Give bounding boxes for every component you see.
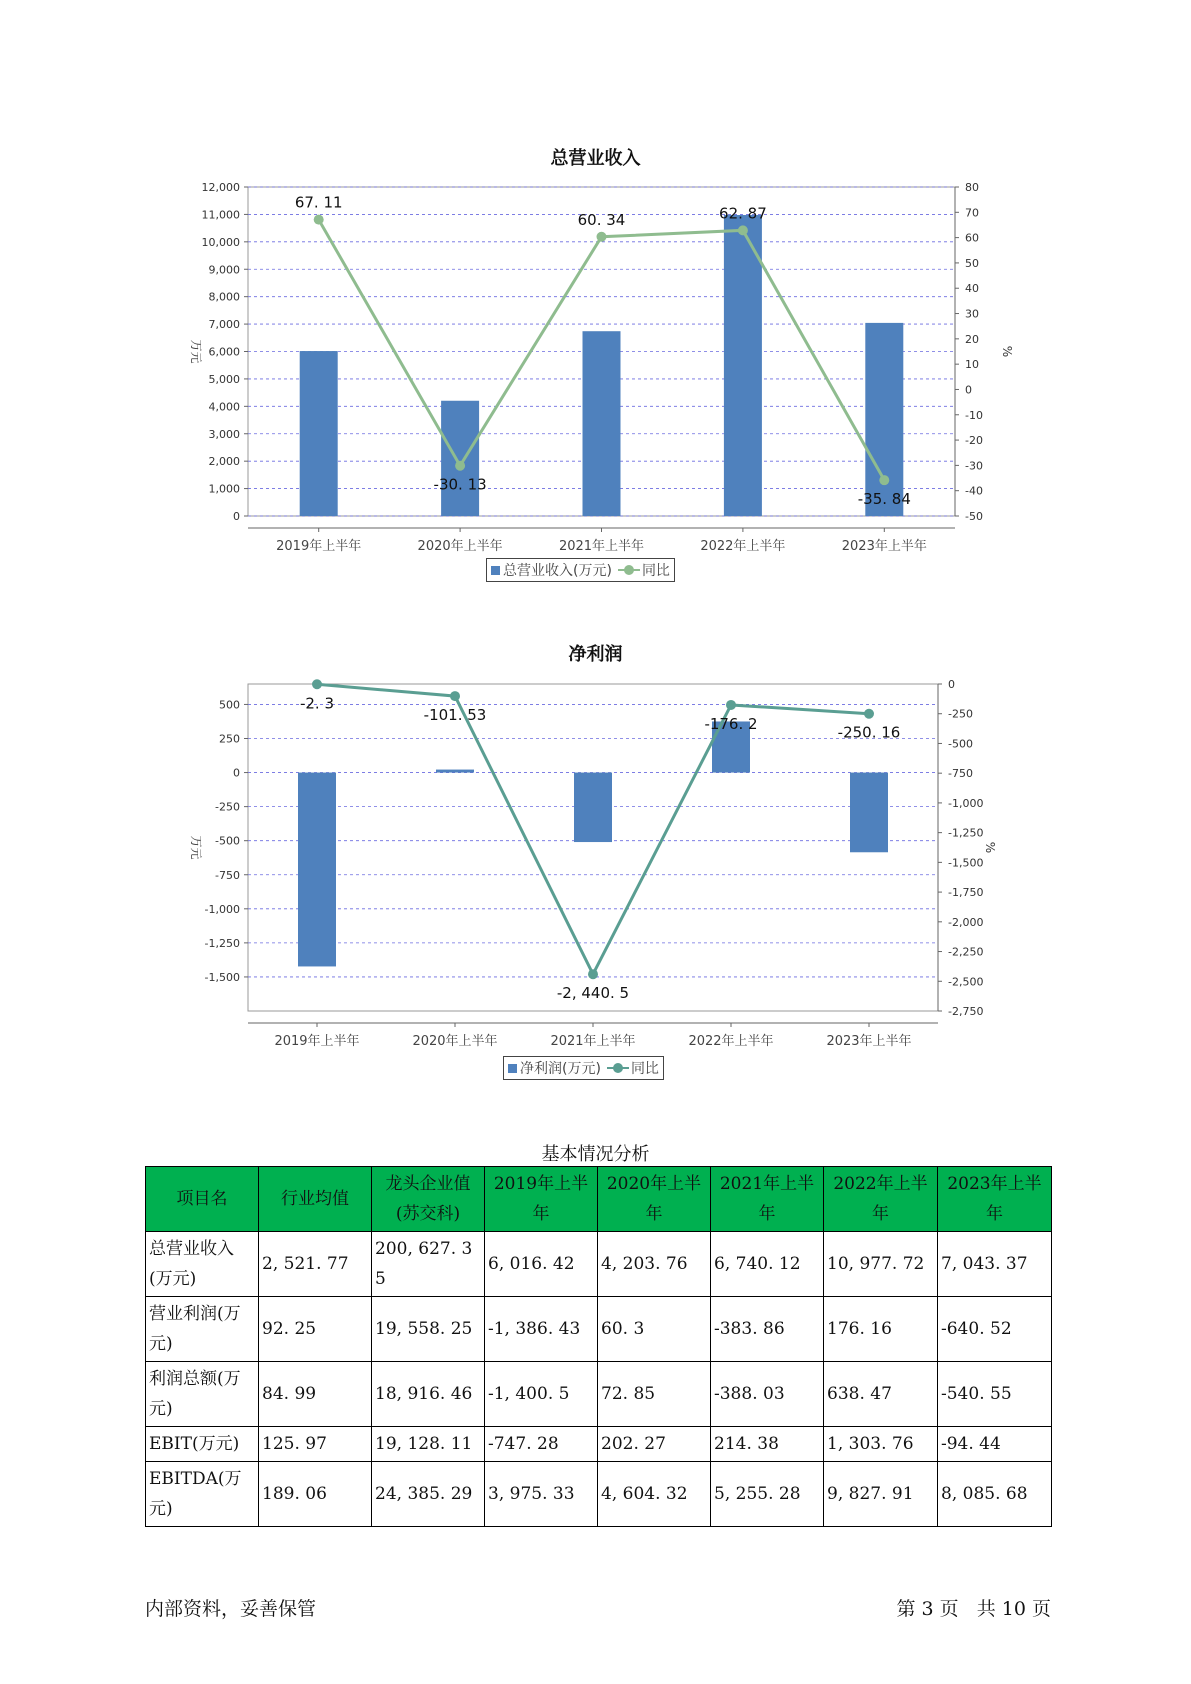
y2-tick-label: -2,750 xyxy=(948,1005,984,1018)
legend-bar-label: 总营业收入(万元) xyxy=(503,563,612,579)
value-cell: -388. 03 xyxy=(711,1362,824,1427)
y-tick-label: 8,000 xyxy=(208,290,240,304)
header-cell: 2020年上半年 xyxy=(598,1167,711,1232)
header-cell: 2021年上半年 xyxy=(711,1167,824,1232)
y2-tick-label: -40 xyxy=(965,484,983,498)
footer-confidential: 内部资料，妥善保管 xyxy=(145,1598,317,1620)
legend-bar-swatch xyxy=(508,1064,517,1073)
value-cell: -540. 55 xyxy=(938,1362,1052,1427)
header-cell: 龙头企业值(苏交科) xyxy=(372,1167,485,1232)
yoy-point xyxy=(314,215,324,225)
y2-tick-label: -10 xyxy=(965,408,983,422)
y2-tick-label: -50 xyxy=(965,510,983,523)
yoy-point xyxy=(312,679,322,689)
y2-tick-label: 20 xyxy=(965,332,979,346)
bar xyxy=(583,331,621,516)
net-profit-legend xyxy=(503,1056,664,1080)
y2-tick-label: -30 xyxy=(965,459,983,473)
x-tick-label: 2021年上半年 xyxy=(550,1034,636,1049)
yoy-data-label: -2. 3 xyxy=(299,694,335,713)
y-tick-label: 9,000 xyxy=(208,263,240,277)
yoy-data-label: 62. 87 xyxy=(719,204,767,223)
bar xyxy=(865,323,903,516)
bar xyxy=(850,773,888,853)
y2-tick-label: -1,000 xyxy=(948,796,984,810)
header-cell: 项目名 xyxy=(146,1167,259,1232)
yoy-data-label: -2, 440. 5 xyxy=(556,984,630,1003)
y2-tick-label: -500 xyxy=(948,737,973,751)
value-cell: 18, 916. 46 xyxy=(372,1362,485,1427)
table-row xyxy=(146,1362,1052,1427)
y-tick-label: 11,000 xyxy=(201,208,240,222)
legend-line-swatch xyxy=(607,1063,629,1073)
header-row xyxy=(146,1167,1052,1232)
chart-title-net-profit: 净利润 xyxy=(568,644,623,665)
y-tick-label: -1,500 xyxy=(204,970,240,984)
value-cell: -640. 52 xyxy=(938,1297,1052,1362)
header-cell: 行业均值 xyxy=(259,1167,372,1232)
value-cell: -94. 44 xyxy=(938,1427,1052,1462)
y2-tick-label: 30 xyxy=(965,307,979,321)
y2-tick-label: -1,750 xyxy=(948,886,984,900)
value-cell: -747. 28 xyxy=(485,1427,598,1462)
y-tick-label: -750 xyxy=(215,868,240,882)
y2-tick-label: 10 xyxy=(965,358,979,372)
x-tick-label: 2022年上半年 xyxy=(688,1034,774,1049)
legend-line-label: 同比 xyxy=(630,1061,659,1077)
y2-tick-label: 80 xyxy=(965,181,979,194)
y2-axis-title: % xyxy=(983,841,997,854)
y-tick-label: 12,000 xyxy=(201,181,240,194)
y2-tick-label: -1,250 xyxy=(948,826,984,840)
yoy-data-label: -176. 2 xyxy=(704,714,758,733)
y-tick-label: 3,000 xyxy=(208,427,240,441)
yoy-data-label: 67. 11 xyxy=(294,193,343,212)
table-caption: 基本情况分析 xyxy=(541,1144,650,1165)
bar xyxy=(724,215,762,516)
basic-analysis-table xyxy=(145,1166,1052,1527)
y2-axis-title: % xyxy=(1000,345,1014,358)
value-cell: 189. 06 xyxy=(259,1462,372,1527)
y-tick-label: 10,000 xyxy=(201,235,240,249)
yoy-point xyxy=(455,461,465,471)
y2-tick-label: -2,250 xyxy=(948,945,984,959)
header-cell: 2019年上半年 xyxy=(485,1167,598,1232)
row-label-cell: 总营业收入(万元) xyxy=(146,1232,259,1297)
yoy-data-label: -250. 16 xyxy=(837,723,901,742)
y-tick-label: 5,000 xyxy=(208,372,240,386)
value-cell: 638. 47 xyxy=(824,1362,938,1427)
value-cell: 3, 975. 33 xyxy=(485,1462,598,1527)
value-cell: 5, 255. 28 xyxy=(711,1462,824,1527)
net-profit-chart xyxy=(0,670,1191,1090)
y-axis-title: 万元 xyxy=(189,835,203,860)
value-cell: 200, 627. 35 xyxy=(372,1232,485,1297)
yoy-data-label: -35. 84 xyxy=(857,490,911,509)
yoy-point xyxy=(864,709,874,719)
y-tick-label: 250 xyxy=(219,732,240,746)
y-tick-label: -500 xyxy=(215,834,240,848)
value-cell: 6, 016. 42 xyxy=(485,1232,598,1297)
value-cell: 1, 303. 76 xyxy=(824,1427,938,1462)
y2-tick-label: -750 xyxy=(948,767,973,781)
yoy-data-label: -101. 53 xyxy=(423,706,487,725)
x-tick-label: 2022年上半年 xyxy=(700,539,786,554)
value-cell: 72. 85 xyxy=(598,1362,711,1427)
value-cell: 60. 3 xyxy=(598,1297,711,1362)
y2-tick-label: 0 xyxy=(948,678,955,691)
chart-title-revenue: 总营业收入 xyxy=(550,148,641,169)
y2-tick-label: -2,500 xyxy=(948,975,984,989)
value-cell: 8, 085. 68 xyxy=(938,1462,1052,1527)
header-cell: 2022年上半年 xyxy=(824,1167,938,1232)
y-tick-label: 6,000 xyxy=(208,345,240,359)
value-cell: -383. 86 xyxy=(711,1297,824,1362)
value-cell: 19, 558. 25 xyxy=(372,1297,485,1362)
bar xyxy=(436,770,474,773)
y-tick-label: 7,000 xyxy=(208,318,240,332)
footer-page-number: 第 3 页 共 10 页 xyxy=(896,1598,1051,1620)
y-tick-label: 0 xyxy=(233,766,240,780)
y2-tick-label: -1,500 xyxy=(948,856,984,870)
row-label-cell: 营业利润(万元) xyxy=(146,1297,259,1362)
y-tick-label: 2,000 xyxy=(208,455,240,469)
y-axis-title: 万元 xyxy=(189,339,203,364)
value-cell: 176. 16 xyxy=(824,1297,938,1362)
value-cell: 2, 521. 77 xyxy=(259,1232,372,1297)
y2-tick-label: 50 xyxy=(965,256,979,270)
value-cell: 7, 043. 37 xyxy=(938,1232,1052,1297)
yoy-point xyxy=(726,700,736,710)
value-cell: 214. 38 xyxy=(711,1427,824,1462)
row-label-cell: 利润总额(万元) xyxy=(146,1362,259,1427)
y-tick-label: -1,250 xyxy=(204,936,240,950)
bar xyxy=(574,773,612,842)
y2-tick-label: -2,000 xyxy=(948,915,984,929)
bar xyxy=(298,773,336,967)
legend-line-label: 同比 xyxy=(641,563,670,579)
x-tick-label: 2019年上半年 xyxy=(274,1034,360,1049)
revenue-legend xyxy=(486,558,675,582)
table-row xyxy=(146,1427,1052,1462)
y-tick-label: 0 xyxy=(233,510,240,523)
value-cell: 4, 203. 76 xyxy=(598,1232,711,1297)
yoy-point xyxy=(879,475,889,485)
yoy-point xyxy=(450,691,460,701)
y2-tick-label: 40 xyxy=(965,282,979,296)
y2-tick-label: -20 xyxy=(965,434,983,448)
yoy-point xyxy=(588,969,598,979)
y-tick-label: 500 xyxy=(219,698,240,712)
value-cell: 202. 27 xyxy=(598,1427,711,1462)
plot-area xyxy=(248,684,938,1011)
value-cell: 4, 604. 32 xyxy=(598,1462,711,1527)
value-cell: 92. 25 xyxy=(259,1297,372,1362)
bar xyxy=(441,401,479,516)
x-tick-label: 2019年上半年 xyxy=(276,539,362,554)
value-cell: 10, 977. 72 xyxy=(824,1232,938,1297)
y-tick-label: 1,000 xyxy=(208,482,240,496)
y-tick-label: -1,000 xyxy=(204,902,240,916)
table-row xyxy=(146,1232,1052,1297)
value-cell: 24, 385. 29 xyxy=(372,1462,485,1527)
y2-tick-label: 60 xyxy=(965,231,979,245)
table-row xyxy=(146,1297,1052,1362)
y2-tick-label: -250 xyxy=(948,707,973,721)
yoy-data-label: 60. 34 xyxy=(577,210,626,229)
y-tick-label: -250 xyxy=(215,800,240,814)
legend-bar-swatch xyxy=(491,566,500,575)
yoy-point xyxy=(597,232,607,242)
value-cell: 9, 827. 91 xyxy=(824,1462,938,1527)
y2-tick-label: 70 xyxy=(965,206,979,220)
yoy-data-label: -30. 13 xyxy=(433,475,487,494)
y2-tick-label: 0 xyxy=(965,383,972,397)
table-row xyxy=(146,1462,1052,1527)
x-tick-label: 2020年上半年 xyxy=(412,1034,498,1049)
value-cell: 19, 128. 11 xyxy=(372,1427,485,1462)
revenue-chart xyxy=(0,170,1191,590)
value-cell: -1, 386. 43 xyxy=(485,1297,598,1362)
header-cell: 2023年上半年 xyxy=(938,1167,1052,1232)
x-tick-label: 2023年上半年 xyxy=(826,1034,912,1049)
y-tick-label: 4,000 xyxy=(208,400,240,414)
legend-line-swatch xyxy=(618,565,640,575)
value-cell: 84. 99 xyxy=(259,1362,372,1427)
yoy-point xyxy=(738,225,748,235)
x-tick-label: 2021年上半年 xyxy=(558,539,645,554)
row-label-cell: EBIT(万元) xyxy=(146,1427,259,1462)
x-tick-label: 2020年上半年 xyxy=(417,539,503,554)
value-cell: 125. 97 xyxy=(259,1427,372,1462)
row-label-cell: EBITDA(万元) xyxy=(146,1462,259,1527)
x-tick-label: 2023年上半年 xyxy=(841,539,927,554)
value-cell: -1, 400. 5 xyxy=(485,1362,598,1427)
legend-bar-label: 净利润(万元) xyxy=(520,1061,601,1077)
bar xyxy=(300,351,338,516)
value-cell: 6, 740. 12 xyxy=(711,1232,824,1297)
